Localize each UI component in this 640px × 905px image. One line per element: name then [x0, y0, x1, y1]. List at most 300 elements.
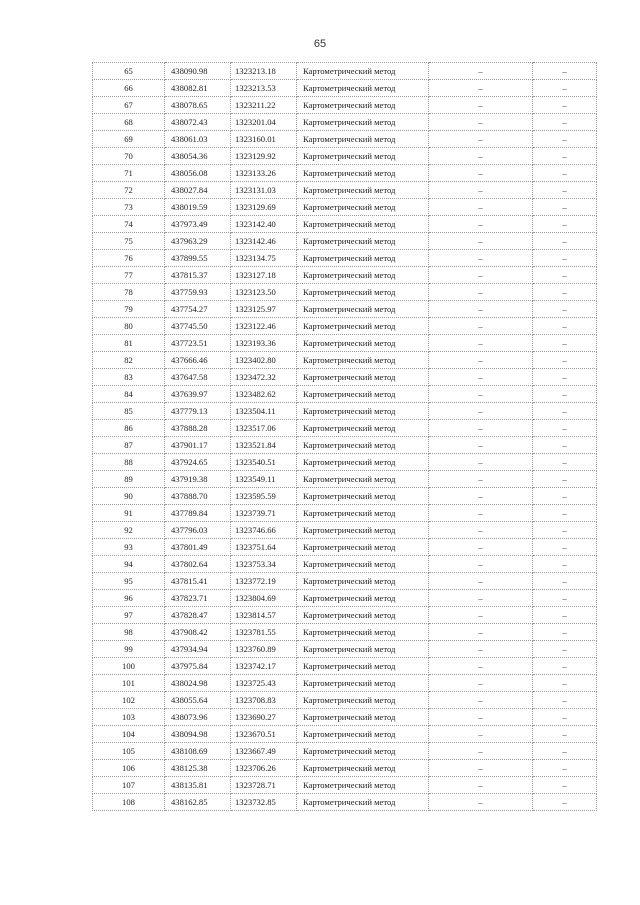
coordinate-y: 1323201.04 — [231, 114, 297, 131]
coordinate-x: 437639.97 — [165, 386, 231, 403]
table-row — [93, 658, 597, 675]
method: Картометрический метод — [297, 675, 429, 692]
empty-dash: – — [533, 454, 597, 471]
method: Картометрический метод — [297, 403, 429, 420]
coordinate-x: 438054.36 — [165, 148, 231, 165]
method: Картометрический метод — [297, 522, 429, 539]
empty-dash: – — [429, 233, 533, 250]
method: Картометрический метод — [297, 352, 429, 369]
coordinate-y: 1323772.19 — [231, 573, 297, 590]
coordinate-x: 437723.51 — [165, 335, 231, 352]
coordinate-x: 437908.42 — [165, 624, 231, 641]
table-row — [93, 471, 597, 488]
coordinate-y: 1323129.69 — [231, 199, 297, 216]
coordinate-x: 438078.65 — [165, 97, 231, 114]
point-number: 65 — [93, 63, 165, 80]
coordinate-x: 438090.98 — [165, 63, 231, 80]
table-row — [93, 420, 597, 437]
method: Картометрический метод — [297, 216, 429, 233]
point-number: 108 — [93, 794, 165, 811]
point-number: 93 — [93, 539, 165, 556]
table-row — [93, 777, 597, 794]
point-number: 102 — [93, 692, 165, 709]
method: Картометрический метод — [297, 420, 429, 437]
point-number: 96 — [93, 590, 165, 607]
empty-dash: – — [533, 522, 597, 539]
point-number: 75 — [93, 233, 165, 250]
empty-dash: – — [429, 369, 533, 386]
empty-dash: – — [533, 692, 597, 709]
table-row — [93, 63, 597, 80]
method: Картометрический метод — [297, 692, 429, 709]
point-number: 85 — [93, 403, 165, 420]
coordinate-x: 438125.38 — [165, 760, 231, 777]
table-row — [93, 590, 597, 607]
coordinate-y: 1323125.97 — [231, 301, 297, 318]
empty-dash: – — [533, 352, 597, 369]
point-number: 72 — [93, 182, 165, 199]
method: Картометрический метод — [297, 284, 429, 301]
table-row — [93, 165, 597, 182]
empty-dash: – — [429, 63, 533, 80]
coordinate-y: 1323753.34 — [231, 556, 297, 573]
coordinate-y: 1323670.51 — [231, 726, 297, 743]
coordinate-y: 1323472.32 — [231, 369, 297, 386]
coordinate-y: 1323213.18 — [231, 63, 297, 80]
empty-dash: – — [429, 165, 533, 182]
point-number: 70 — [93, 148, 165, 165]
empty-dash: – — [429, 199, 533, 216]
method: Картометрический метод — [297, 97, 429, 114]
empty-dash: – — [429, 556, 533, 573]
method: Картометрический метод — [297, 63, 429, 80]
empty-dash: – — [533, 777, 597, 794]
method: Картометрический метод — [297, 250, 429, 267]
coordinate-x: 437899.55 — [165, 250, 231, 267]
table-row — [93, 80, 597, 97]
empty-dash: – — [429, 114, 533, 131]
coordinate-x: 437754.27 — [165, 301, 231, 318]
table-row — [93, 403, 597, 420]
coordinate-y: 1323706.26 — [231, 760, 297, 777]
point-number: 77 — [93, 267, 165, 284]
coordinate-y: 1323134.75 — [231, 250, 297, 267]
coordinate-y: 1323213.53 — [231, 80, 297, 97]
coordinate-x: 437789.84 — [165, 505, 231, 522]
method: Картометрический метод — [297, 556, 429, 573]
empty-dash: – — [429, 216, 533, 233]
coordinate-x: 437973.49 — [165, 216, 231, 233]
coordinate-y: 1323504.11 — [231, 403, 297, 420]
empty-dash: – — [429, 250, 533, 267]
empty-dash: – — [429, 148, 533, 165]
empty-dash: – — [429, 675, 533, 692]
empty-dash: – — [533, 97, 597, 114]
empty-dash: – — [429, 403, 533, 420]
empty-dash: – — [533, 590, 597, 607]
empty-dash: – — [533, 794, 597, 811]
point-number: 97 — [93, 607, 165, 624]
point-number: 92 — [93, 522, 165, 539]
point-number: 91 — [93, 505, 165, 522]
table-row — [93, 97, 597, 114]
point-number: 73 — [93, 199, 165, 216]
method: Картометрический метод — [297, 743, 429, 760]
empty-dash: – — [533, 505, 597, 522]
empty-dash: – — [533, 573, 597, 590]
empty-dash: – — [533, 539, 597, 556]
empty-dash: – — [429, 505, 533, 522]
coordinate-x: 437745.50 — [165, 318, 231, 335]
table-row — [93, 505, 597, 522]
empty-dash: – — [533, 760, 597, 777]
empty-dash: – — [429, 131, 533, 148]
empty-dash: – — [429, 726, 533, 743]
empty-dash: – — [533, 63, 597, 80]
empty-dash: – — [429, 80, 533, 97]
method: Картометрический метод — [297, 301, 429, 318]
coordinate-x: 437924.65 — [165, 454, 231, 471]
table-row — [93, 607, 597, 624]
method: Картометрический метод — [297, 131, 429, 148]
empty-dash: – — [533, 318, 597, 335]
table-row — [93, 301, 597, 318]
coordinate-x: 437901.17 — [165, 437, 231, 454]
empty-dash: – — [429, 573, 533, 590]
method: Картометрический метод — [297, 165, 429, 182]
coordinate-x: 438055.64 — [165, 692, 231, 709]
coordinate-x: 438162.85 — [165, 794, 231, 811]
table-row — [93, 148, 597, 165]
point-number: 66 — [93, 80, 165, 97]
coordinate-x: 438019.59 — [165, 199, 231, 216]
coordinate-y: 1323521.84 — [231, 437, 297, 454]
table-body — [93, 63, 597, 811]
method: Картометрический метод — [297, 114, 429, 131]
point-number: 95 — [93, 573, 165, 590]
method: Картометрический метод — [297, 233, 429, 250]
empty-dash: – — [533, 624, 597, 641]
coordinate-y: 1323122.46 — [231, 318, 297, 335]
point-number: 94 — [93, 556, 165, 573]
method: Картометрический метод — [297, 624, 429, 641]
table-row — [93, 794, 597, 811]
table-row — [93, 216, 597, 233]
coordinate-x: 438135.81 — [165, 777, 231, 794]
coordinate-x: 437963.29 — [165, 233, 231, 250]
point-number: 100 — [93, 658, 165, 675]
empty-dash: – — [429, 488, 533, 505]
point-number: 67 — [93, 97, 165, 114]
empty-dash: – — [429, 471, 533, 488]
table-row — [93, 114, 597, 131]
empty-dash: – — [533, 675, 597, 692]
coordinate-y: 1323549.11 — [231, 471, 297, 488]
page-number: 65 — [313, 38, 327, 50]
method: Картометрический метод — [297, 709, 429, 726]
point-number: 81 — [93, 335, 165, 352]
table-row — [93, 131, 597, 148]
point-number: 105 — [93, 743, 165, 760]
method: Картометрический метод — [297, 607, 429, 624]
coordinate-y: 1323129.92 — [231, 148, 297, 165]
coordinate-y: 1323760.89 — [231, 641, 297, 658]
empty-dash: – — [429, 624, 533, 641]
empty-dash: – — [429, 437, 533, 454]
empty-dash: – — [533, 658, 597, 675]
empty-dash: – — [533, 386, 597, 403]
coordinate-y: 1323482.62 — [231, 386, 297, 403]
table-row — [93, 386, 597, 403]
coordinate-x: 438082.81 — [165, 80, 231, 97]
method: Картометрический метод — [297, 658, 429, 675]
empty-dash: – — [429, 335, 533, 352]
empty-dash: – — [533, 148, 597, 165]
table-row — [93, 556, 597, 573]
empty-dash: – — [533, 267, 597, 284]
empty-dash: – — [429, 743, 533, 760]
empty-dash: – — [533, 743, 597, 760]
point-number: 78 — [93, 284, 165, 301]
empty-dash: – — [429, 709, 533, 726]
method: Картометрический метод — [297, 590, 429, 607]
empty-dash: – — [533, 301, 597, 318]
method: Картометрический метод — [297, 369, 429, 386]
empty-dash: – — [533, 709, 597, 726]
point-number: 107 — [93, 777, 165, 794]
empty-dash: – — [429, 182, 533, 199]
table-row — [93, 199, 597, 216]
method: Картометрический метод — [297, 794, 429, 811]
table-row — [93, 182, 597, 199]
empty-dash: – — [429, 352, 533, 369]
coordinate-y: 1323739.71 — [231, 505, 297, 522]
coordinate-x: 438073.96 — [165, 709, 231, 726]
empty-dash: – — [429, 590, 533, 607]
method: Картометрический метод — [297, 641, 429, 658]
coordinate-y: 1323133.26 — [231, 165, 297, 182]
coordinate-y: 1323728.71 — [231, 777, 297, 794]
coordinate-y: 1323160.01 — [231, 131, 297, 148]
table-row — [93, 726, 597, 743]
point-number: 88 — [93, 454, 165, 471]
table-row — [93, 318, 597, 335]
method: Картометрический метод — [297, 148, 429, 165]
coordinate-x: 438094.98 — [165, 726, 231, 743]
table-row — [93, 437, 597, 454]
empty-dash: – — [429, 794, 533, 811]
coordinate-y: 1323742.17 — [231, 658, 297, 675]
table-row — [93, 624, 597, 641]
empty-dash: – — [533, 607, 597, 624]
coordinate-x: 437919.38 — [165, 471, 231, 488]
method: Картометрический метод — [297, 573, 429, 590]
coordinate-x: 437666.46 — [165, 352, 231, 369]
empty-dash: – — [429, 420, 533, 437]
point-number: 69 — [93, 131, 165, 148]
empty-dash: – — [533, 114, 597, 131]
coordinate-x: 437888.70 — [165, 488, 231, 505]
coordinate-y: 1323725.43 — [231, 675, 297, 692]
point-number: 79 — [93, 301, 165, 318]
empty-dash: – — [533, 403, 597, 420]
table-row — [93, 573, 597, 590]
point-number: 76 — [93, 250, 165, 267]
table-row — [93, 743, 597, 760]
coordinate-y: 1323690.27 — [231, 709, 297, 726]
empty-dash: – — [533, 420, 597, 437]
point-number: 74 — [93, 216, 165, 233]
method: Картометрический метод — [297, 318, 429, 335]
coordinate-x: 437796.03 — [165, 522, 231, 539]
coordinate-y: 1323732.85 — [231, 794, 297, 811]
coordinate-y: 1323746.66 — [231, 522, 297, 539]
empty-dash: – — [533, 216, 597, 233]
method: Картометрический метод — [297, 505, 429, 522]
coordinate-x: 437888.28 — [165, 420, 231, 437]
coordinate-x: 438108.69 — [165, 743, 231, 760]
empty-dash: – — [533, 488, 597, 505]
point-number: 89 — [93, 471, 165, 488]
empty-dash: – — [429, 301, 533, 318]
coordinate-x: 437934.94 — [165, 641, 231, 658]
table-row — [93, 641, 597, 658]
empty-dash: – — [533, 80, 597, 97]
table-row — [93, 709, 597, 726]
coordinate-y: 1323540.51 — [231, 454, 297, 471]
coordinate-y: 1323814.57 — [231, 607, 297, 624]
empty-dash: – — [533, 233, 597, 250]
coordinate-y: 1323708.83 — [231, 692, 297, 709]
table-row — [93, 488, 597, 505]
table-row — [93, 335, 597, 352]
empty-dash: – — [429, 284, 533, 301]
point-number: 99 — [93, 641, 165, 658]
empty-dash: – — [533, 726, 597, 743]
point-number: 80 — [93, 318, 165, 335]
point-number: 82 — [93, 352, 165, 369]
point-number: 104 — [93, 726, 165, 743]
empty-dash: – — [429, 539, 533, 556]
coordinate-y: 1323781.55 — [231, 624, 297, 641]
coordinate-x: 438061.03 — [165, 131, 231, 148]
point-number: 68 — [93, 114, 165, 131]
empty-dash: – — [533, 199, 597, 216]
empty-dash: – — [429, 522, 533, 539]
empty-dash: – — [429, 658, 533, 675]
coordinate-y: 1323123.50 — [231, 284, 297, 301]
empty-dash: – — [429, 97, 533, 114]
method: Картометрический метод — [297, 726, 429, 743]
method: Картометрический метод — [297, 182, 429, 199]
coordinate-x: 438024.98 — [165, 675, 231, 692]
coordinate-y: 1323517.06 — [231, 420, 297, 437]
empty-dash: – — [533, 437, 597, 454]
method: Картометрический метод — [297, 335, 429, 352]
coordinate-y: 1323402.80 — [231, 352, 297, 369]
coordinate-x: 437815.37 — [165, 267, 231, 284]
table-row — [93, 675, 597, 692]
point-number: 87 — [93, 437, 165, 454]
coordinate-x: 437828.47 — [165, 607, 231, 624]
point-number: 103 — [93, 709, 165, 726]
coordinate-x: 437759.93 — [165, 284, 231, 301]
table-row — [93, 233, 597, 250]
coordinate-y: 1323131.03 — [231, 182, 297, 199]
coordinates-table — [92, 62, 597, 811]
point-number: 84 — [93, 386, 165, 403]
empty-dash: – — [533, 131, 597, 148]
table-row — [93, 369, 597, 386]
method: Картометрический метод — [297, 437, 429, 454]
empty-dash: – — [429, 641, 533, 658]
point-number: 101 — [93, 675, 165, 692]
empty-dash: – — [429, 607, 533, 624]
coordinate-x: 438056.08 — [165, 165, 231, 182]
method: Картометрический метод — [297, 454, 429, 471]
coordinate-x: 438027.84 — [165, 182, 231, 199]
table-row — [93, 454, 597, 471]
coordinate-x: 438072.43 — [165, 114, 231, 131]
method: Картометрический метод — [297, 80, 429, 97]
empty-dash: – — [533, 250, 597, 267]
coordinate-x: 437815.41 — [165, 573, 231, 590]
empty-dash: – — [429, 318, 533, 335]
coordinate-x: 437779.13 — [165, 403, 231, 420]
point-number: 86 — [93, 420, 165, 437]
table-row — [93, 760, 597, 777]
coordinate-y: 1323142.46 — [231, 233, 297, 250]
empty-dash: – — [533, 471, 597, 488]
method: Картометрический метод — [297, 267, 429, 284]
coordinate-y: 1323667.49 — [231, 743, 297, 760]
method: Картометрический метод — [297, 386, 429, 403]
empty-dash: – — [533, 369, 597, 386]
method: Картометрический метод — [297, 199, 429, 216]
empty-dash: – — [533, 165, 597, 182]
empty-dash: – — [429, 267, 533, 284]
empty-dash: – — [533, 182, 597, 199]
method: Картометрический метод — [297, 539, 429, 556]
coordinate-y: 1323595.59 — [231, 488, 297, 505]
empty-dash: – — [533, 641, 597, 658]
coordinate-y: 1323142.40 — [231, 216, 297, 233]
method: Картометрический метод — [297, 488, 429, 505]
empty-dash: – — [429, 777, 533, 794]
table-row — [93, 284, 597, 301]
coordinate-x: 437801.49 — [165, 539, 231, 556]
table-row — [93, 692, 597, 709]
empty-dash: – — [429, 692, 533, 709]
method: Картометрический метод — [297, 471, 429, 488]
table-row — [93, 267, 597, 284]
empty-dash: – — [429, 386, 533, 403]
empty-dash: – — [429, 760, 533, 777]
empty-dash: – — [429, 454, 533, 471]
point-number: 106 — [93, 760, 165, 777]
coordinate-x: 437647.58 — [165, 369, 231, 386]
empty-dash: – — [533, 284, 597, 301]
point-number: 90 — [93, 488, 165, 505]
coordinate-y: 1323751.64 — [231, 539, 297, 556]
table-row — [93, 352, 597, 369]
method: Картометрический метод — [297, 760, 429, 777]
method: Картометрический метод — [297, 777, 429, 794]
point-number: 71 — [93, 165, 165, 182]
point-number: 83 — [93, 369, 165, 386]
table-row — [93, 539, 597, 556]
table-row — [93, 250, 597, 267]
